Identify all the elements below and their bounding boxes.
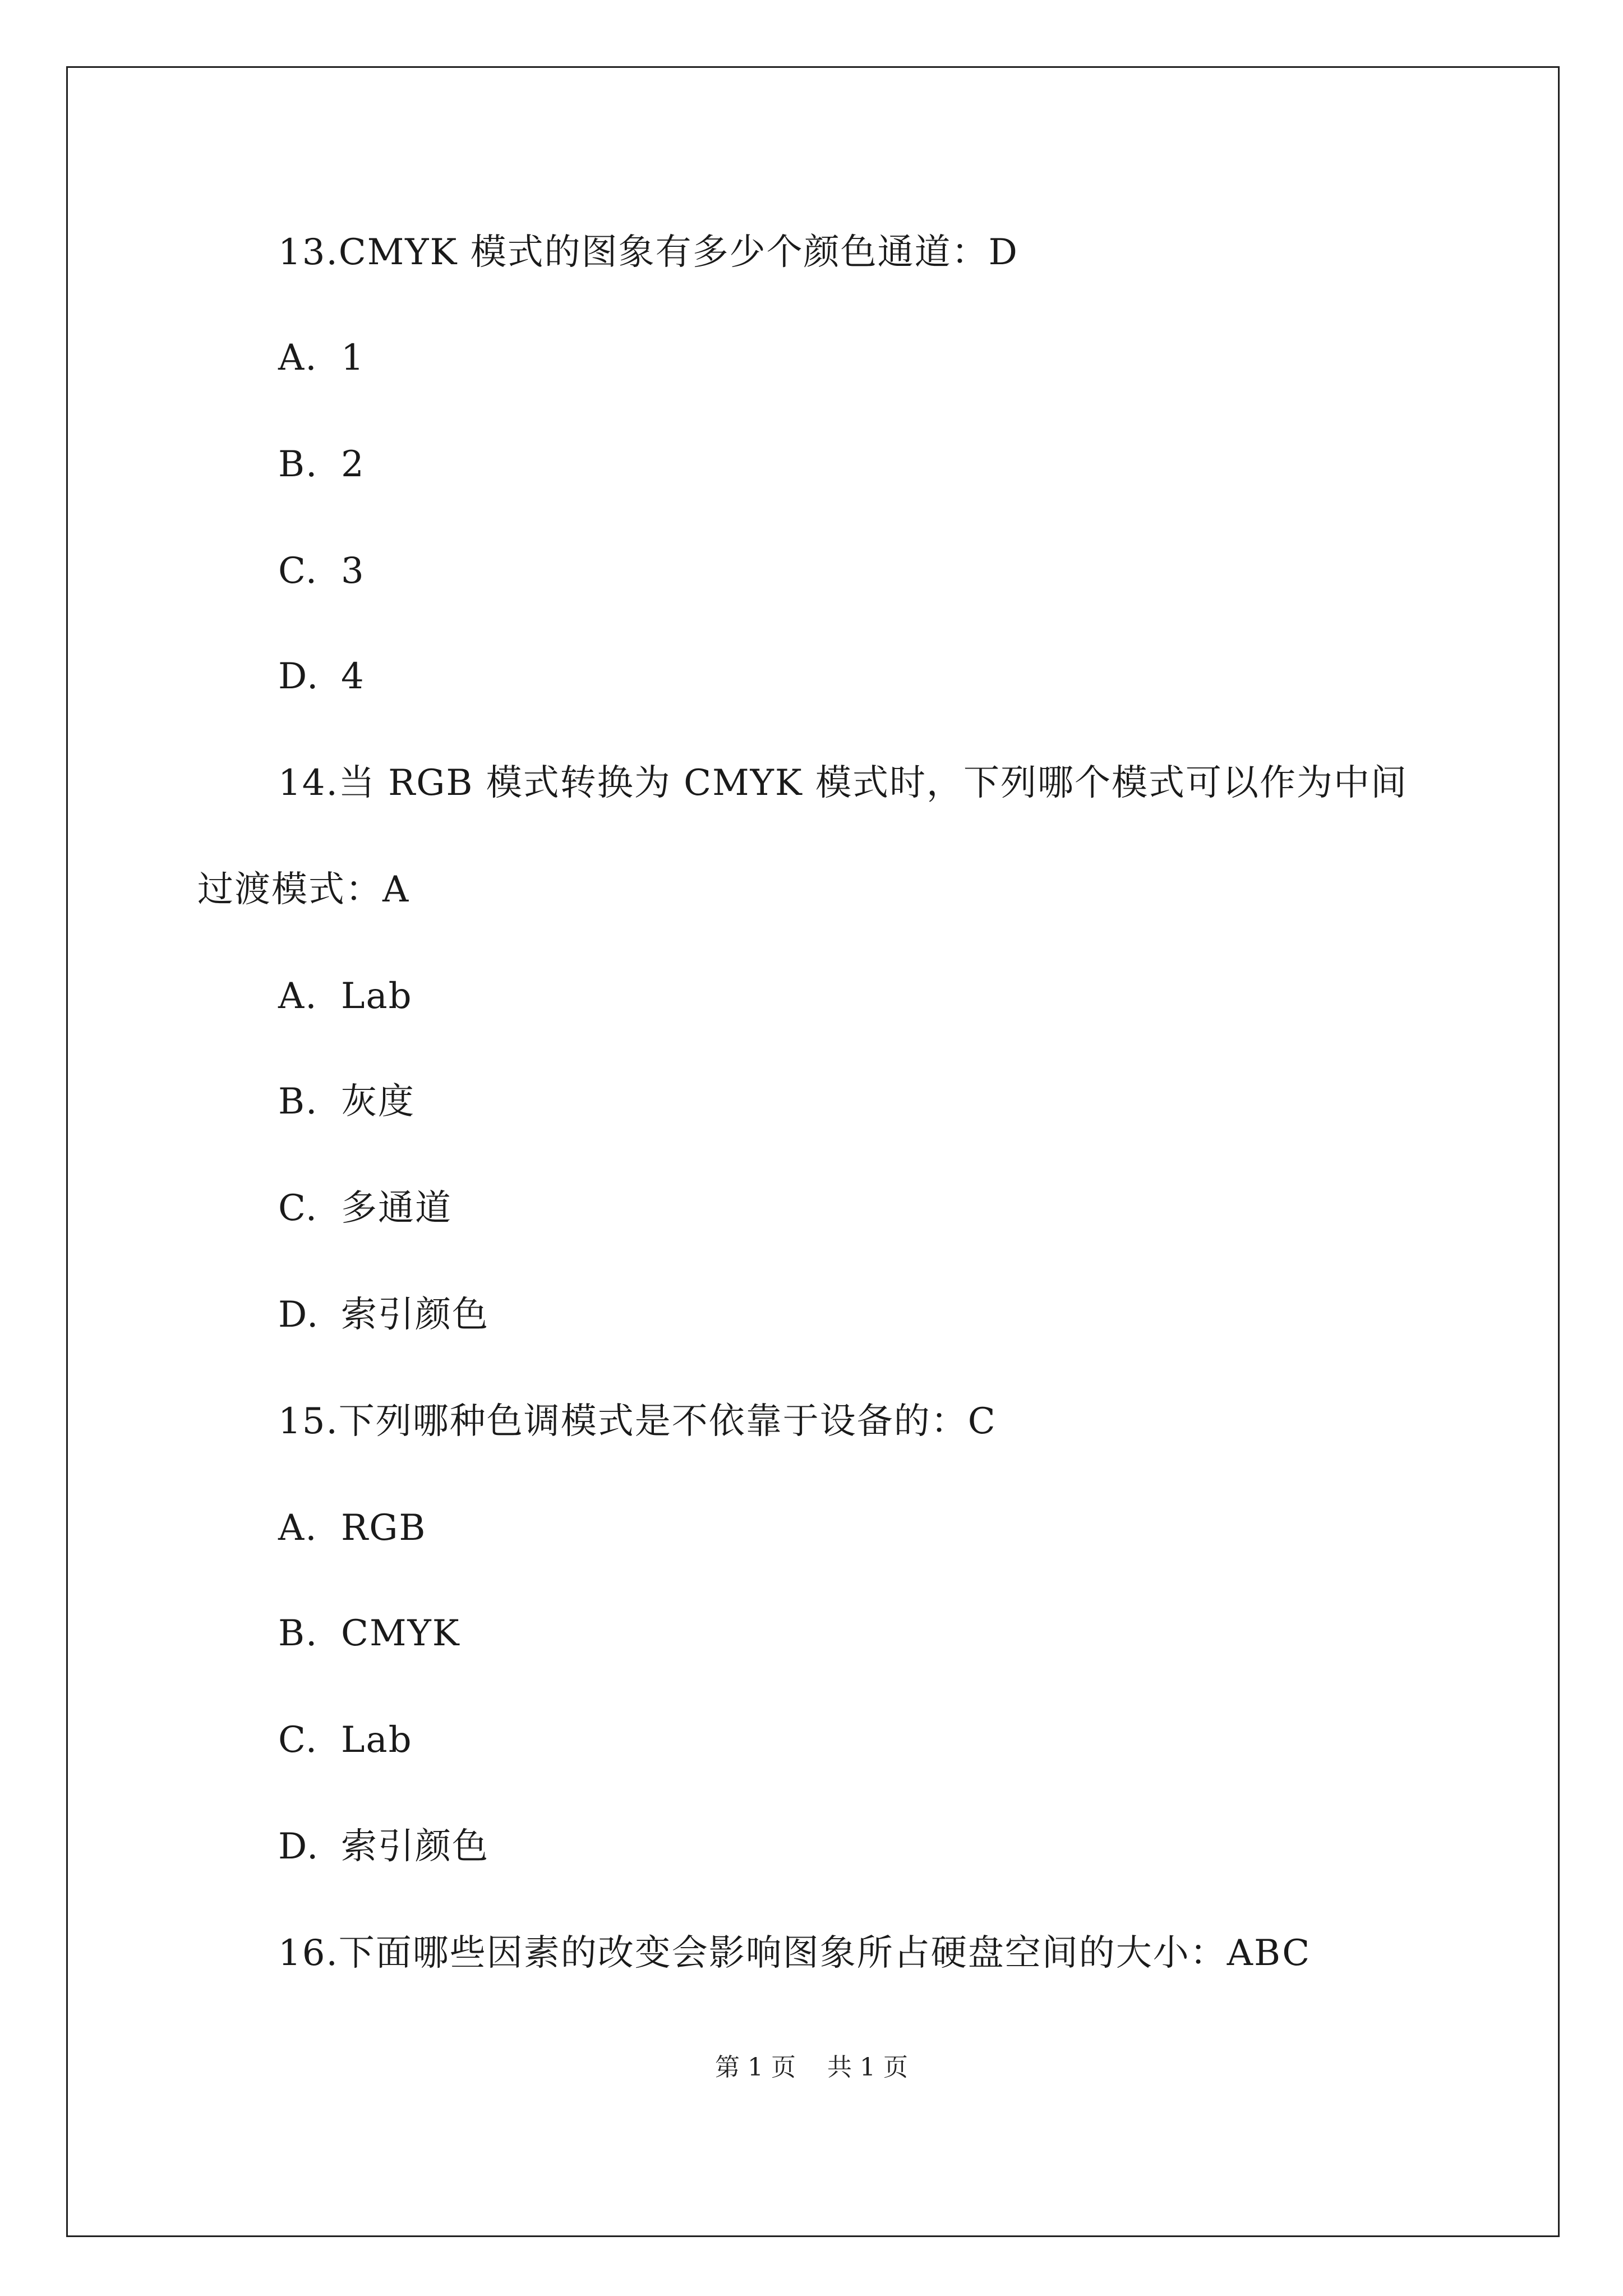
option-14-a [278, 974, 413, 1019]
option-letter: A. [278, 976, 318, 1017]
option-letter: D. [278, 1294, 320, 1336]
option-15-a [278, 1506, 426, 1550]
option-14-d [278, 1292, 489, 1337]
option-text: 1 [341, 337, 365, 379]
option-text: 索引颜色 [341, 1294, 489, 1336]
option-15-c [278, 1718, 413, 1763]
question-text: 当 RGB 模式转换为 CMYK 模式时，下列哪个模式可以作为中间 [338, 762, 1408, 804]
option-text: 2 [341, 444, 365, 485]
question-text: 下列哪种色调模式是不依靠于设备的：C [338, 1401, 997, 1442]
page-border [66, 66, 1560, 2237]
question-14 [278, 761, 1408, 806]
option-letter: D. [278, 1826, 320, 1867]
question-number: 14. [278, 762, 339, 804]
page-total: 共 1 页 [827, 2053, 908, 2082]
option-letter: C. [278, 1188, 319, 1229]
question-number: 13. [278, 232, 339, 273]
option-text: Lab [341, 1719, 413, 1761]
option-text: 索引颜色 [341, 1826, 489, 1867]
page-footer [0, 2051, 1623, 2085]
option-letter: B. [278, 1081, 319, 1122]
option-text: CMYK [341, 1613, 460, 1654]
option-15-b [278, 1611, 460, 1656]
option-13-c [278, 549, 365, 593]
option-text: 3 [341, 550, 365, 592]
option-letter: B. [278, 444, 319, 485]
option-14-c [278, 1186, 452, 1231]
option-letter: A. [278, 337, 318, 379]
option-13-a [278, 335, 365, 380]
page-number: 第 1 页 [715, 2053, 796, 2082]
option-14-b [278, 1079, 415, 1124]
question-14-continuation [197, 867, 409, 912]
option-text: Lab [341, 976, 413, 1017]
question-13 [278, 230, 1018, 275]
option-letter: D. [278, 656, 320, 697]
option-text: 4 [341, 656, 365, 697]
option-text: 多通道 [341, 1188, 452, 1229]
option-letter: B. [278, 1613, 319, 1654]
option-13-d [278, 654, 365, 699]
question-16 [278, 1931, 1311, 1976]
option-text: 灰度 [341, 1081, 415, 1122]
question-text: 过渡模式：A [197, 869, 410, 910]
option-text: RGB [341, 1507, 427, 1549]
option-letter: A. [278, 1507, 318, 1549]
option-15-d [278, 1824, 489, 1869]
option-letter: C. [278, 550, 319, 592]
question-text: 下面哪些因素的改变会影响图象所占硬盘空间的大小：ABC [338, 1932, 1311, 1974]
option-13-b [278, 442, 365, 487]
option-letter: C. [278, 1719, 319, 1761]
question-number: 16. [278, 1932, 339, 1974]
question-15 [278, 1399, 997, 1444]
question-number: 15. [278, 1401, 339, 1442]
question-text: CMYK 模式的图象有多少个颜色通道：D [338, 232, 1018, 273]
